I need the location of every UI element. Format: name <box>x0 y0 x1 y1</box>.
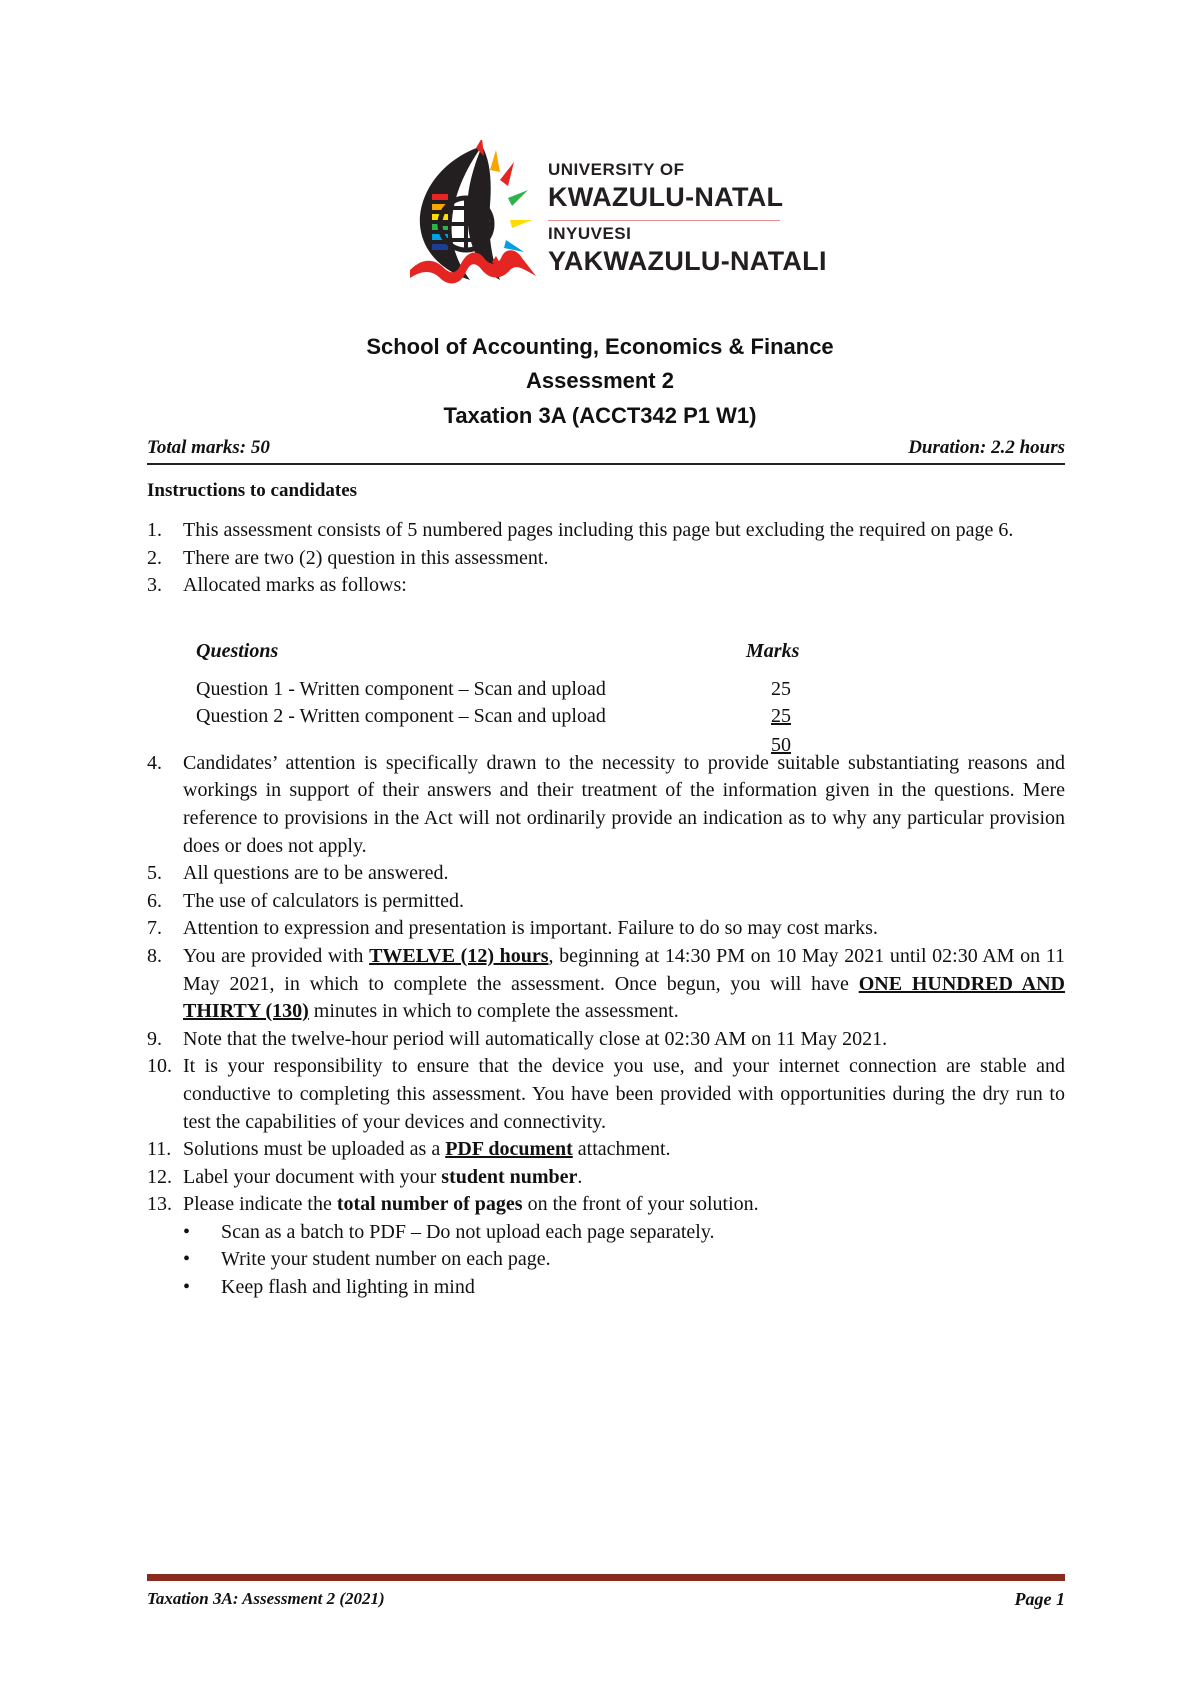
question-2-label: Question 2 - Written component – Scan and upload <box>196 705 606 727</box>
logo-line-2: KWAZULU-NATAL <box>548 182 784 212</box>
list-item: 10. It is your responsibility to ensure that the device you use, and your internet connection are stable and conductive to completing this assessment. You have been provided with opportunities during the dry run to test the capabilities of your devices and connectivity. <box>147 1055 1065 1133</box>
school-title: School of Accounting, Economics & Finance <box>366 334 834 359</box>
list-item: 5. All questions are to be answered. <box>147 862 449 885</box>
list-item: 8. You are provided with TWELVE (12) hours, beginning at 14:30 PM on 10 May 2021 until 02:30 AM on 11 May 2021, in which to complete the assessment. Once begun, you will have ONE HUNDRED AND THIRTY (130) minutes in which to complete the assessment. <box>147 944 1065 1023</box>
duration: Duration: 2.2 hours <box>908 437 1065 458</box>
logo-line-4: YAKWAZULU-NATALI <box>548 246 827 276</box>
list-item: 12. Label your document with your student number. <box>147 1165 583 1188</box>
instructions-title: Instructions to candidates <box>147 480 358 501</box>
list-item: 1. This assessment consists of 5 numbered pages including this page but excluding the required on page 6. <box>147 519 1014 541</box>
assessment-title: Assessment 2 <box>526 368 674 393</box>
page-number: Page 1 <box>1014 1589 1065 1609</box>
bullet-item: • Scan as a batch to PDF – Do not upload each page separately. <box>147 1219 1065 1247</box>
question-1-marks: 25 <box>771 678 791 700</box>
footer-bar <box>147 1574 1065 1581</box>
logo-wave <box>410 250 536 283</box>
upload-tips <box>147 1219 1065 1302</box>
questions-header: Questions <box>196 640 279 662</box>
logo-divider <box>548 220 780 221</box>
bullet-icon: • <box>183 1248 191 1271</box>
question-1-label: Question 1 - Written component – Scan and upload <box>196 678 606 700</box>
bullet-icon: • <box>183 1220 191 1243</box>
footer-title: Taxation 3A: Assessment 2 (2021) <box>147 1589 385 1608</box>
list-item: 2. There are two (2) question in this assessment. <box>147 546 549 569</box>
bullet-container <box>147 1219 1065 1302</box>
question-2-marks: 25 <box>771 705 791 727</box>
course-title: Taxation 3A (ACCT342 P1 W1) <box>443 403 757 428</box>
logo-line-3: INYUVESI <box>548 224 632 243</box>
list-item: 11. Solutions must be uploaded as a PDF document attachment. <box>147 1138 671 1161</box>
list-item: 4. Candidates’ attention is specifically drawn to the necessity to provide suitable substantiating reasons and workings in support of their answers and their treatment of the information given in the questions. Mere reference to provisions in the Act will not ordinarily provide an indication as to why any particular provision does or does not apply. <box>147 751 1065 857</box>
list-item: 7. Attention to expression and presentation is important. Failure to do so may cost marks. <box>147 917 878 940</box>
marks-header: Marks <box>746 640 800 662</box>
total-marks-value: 50 <box>771 734 791 756</box>
header-divider <box>147 463 1065 465</box>
bullet-icon: • <box>183 1276 191 1299</box>
bullet-item: • Keep flash and lighting in mind <box>147 1274 1065 1302</box>
logo-line-1: UNIVERSITY OF <box>548 160 685 179</box>
instructions-list <box>147 517 1065 1302</box>
list-item: 6. The use of calculators is permitted. <box>147 889 465 912</box>
list-item: 3. Allocated marks as follows: <box>147 574 407 597</box>
list-item: 9. Note that the twelve-hour period will automatically close at 02:30 AM on 11 May 2021. <box>147 1027 888 1050</box>
total-marks: Total marks: 50 <box>147 437 270 458</box>
list-item: 13. Please indicate the total number of pages on the front of your solution. <box>147 1193 759 1216</box>
bullet-item: • Write your student number on each page. <box>147 1246 1065 1274</box>
